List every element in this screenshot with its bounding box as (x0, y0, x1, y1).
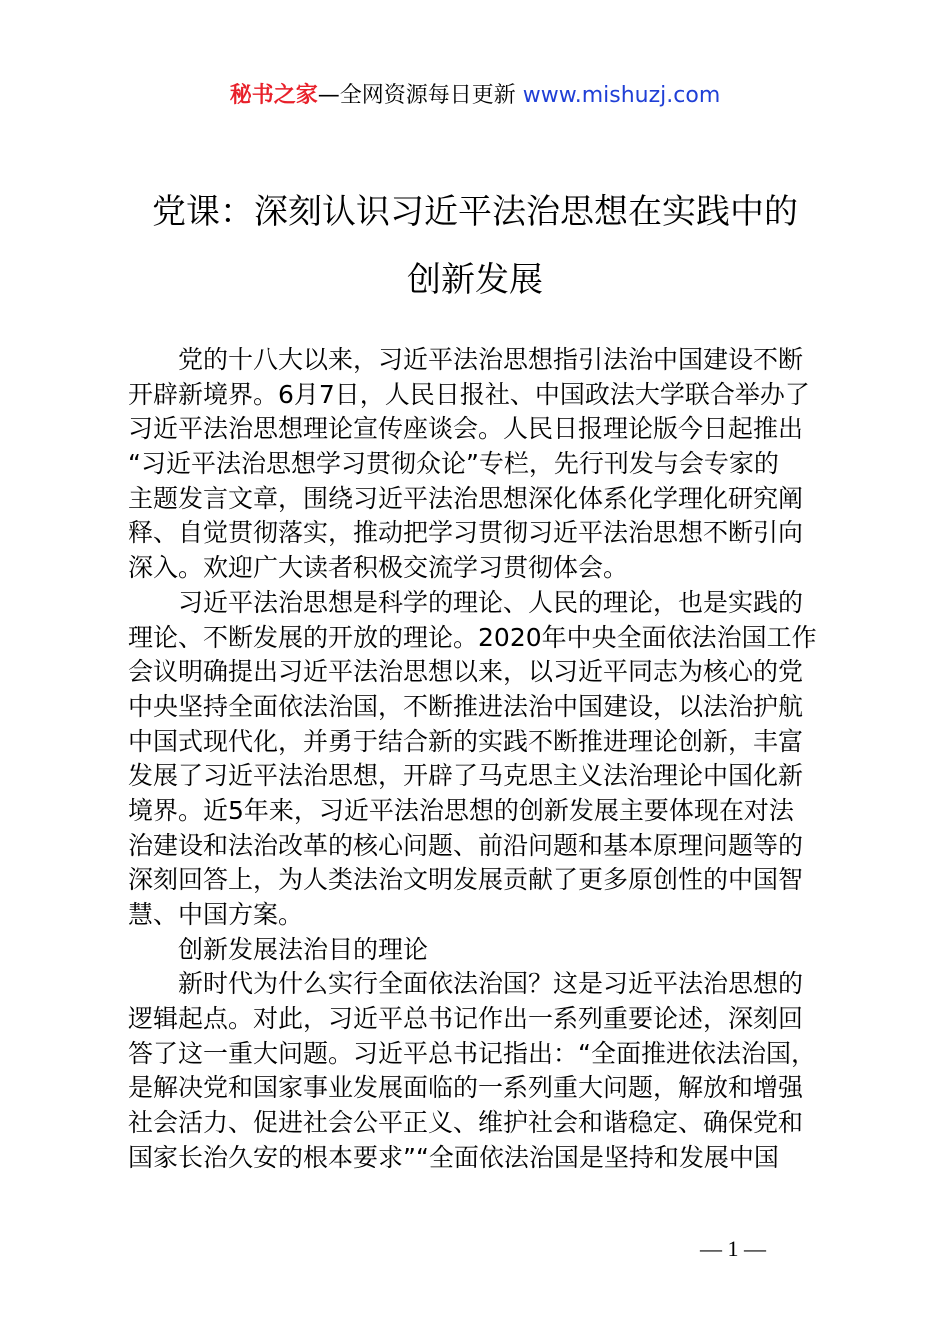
body-line: 理论、不断发展的开放的理论。2020年中央全面依法治国工作 (128, 622, 817, 652)
body-line: 是解决党和国家事业发展面临的一系列重大问题，解放和增强 (128, 1073, 804, 1103)
site-url-link[interactable]: www.mishuzj.com (522, 83, 721, 108)
document-body (128, 343, 833, 1176)
document-title-line-2: 创新发展 (407, 260, 543, 300)
body-line: 逻辑起点。对此，习近平总书记作出一系列重要论述，深刻回 (128, 1004, 804, 1034)
body-line: 境界。近5年来，习近平法治思想的创新发展主要体现在对法 (128, 795, 794, 825)
body-line: 新时代为什么实行全面依法治国？这是习近平法治思想的 (178, 969, 804, 999)
body-line: 深刻回答上，为人类法治文明发展贡献了更多原创性的中国智 (128, 865, 804, 895)
body-line: 慧、中国方案。 (128, 900, 304, 929)
section-heading: 创新发展法治目的理论 (178, 934, 429, 964)
document-title-line-1: 党课：深刻认识习近平法治思想在实践中的 (152, 192, 798, 232)
body-line: 党的十八大以来，习近平法治思想指引法治中国建设不断 (178, 345, 804, 374)
body-line: 开辟新境界。6月7日，人民日报社、中国政法大学联合举办了 (128, 379, 810, 409)
body-line: 社会活力、促进社会公平正义、维护社会和谐稳定、确保党和 (128, 1108, 804, 1138)
body-line: 习近平法治思想理论宣传座谈会。人民日报理论版今日起推出 (128, 414, 804, 444)
body-line: 发展了习近平法治思想，开辟了马克思主义法治理论中国化新 (128, 761, 804, 791)
body-line: 中央坚持全面依法治国，不断推进法治中国建设，以法治护航 (128, 691, 804, 721)
site-header (0, 80, 950, 112)
body-line: “习近平法治思想学习贯彻众论”专栏，先行刊发与会专家的 (128, 449, 779, 479)
body-line: 治建设和法治改革的核心问题、前沿问题和基本原理问题等的 (128, 830, 804, 860)
body-line: 答了这一重大问题。习近平总书记指出：“全面推进依法治国， (128, 1038, 816, 1068)
body-line: 会议明确提出习近平法治思想以来，以习近平同志为核心的党 (128, 657, 804, 687)
body-line: 国家长治久安的根本要求”“全面依法治国是坚持和发展中国 (128, 1142, 779, 1172)
site-tagline: —全网资源每日更新 (317, 83, 516, 108)
page-number: — 1 — (700, 1236, 766, 1261)
body-line: 中国式现代化，并勇于结合新的实践不断推进理论创新，丰富 (128, 726, 804, 756)
site-brand: 秘书之家 (229, 83, 318, 108)
body-line: 深入。欢迎广大读者积极交流学习贯彻体会。 (128, 553, 629, 583)
body-line: 主题发言文章，围绕习近平法治思想深化体系化学理化研究阐 (128, 483, 804, 513)
body-line: 习近平法治思想是科学的理论、人民的理论，也是实践的 (178, 587, 804, 617)
body-line: 释、自觉贯彻落实，推动把学习贯彻习近平法治思想不断引向 (128, 518, 804, 548)
